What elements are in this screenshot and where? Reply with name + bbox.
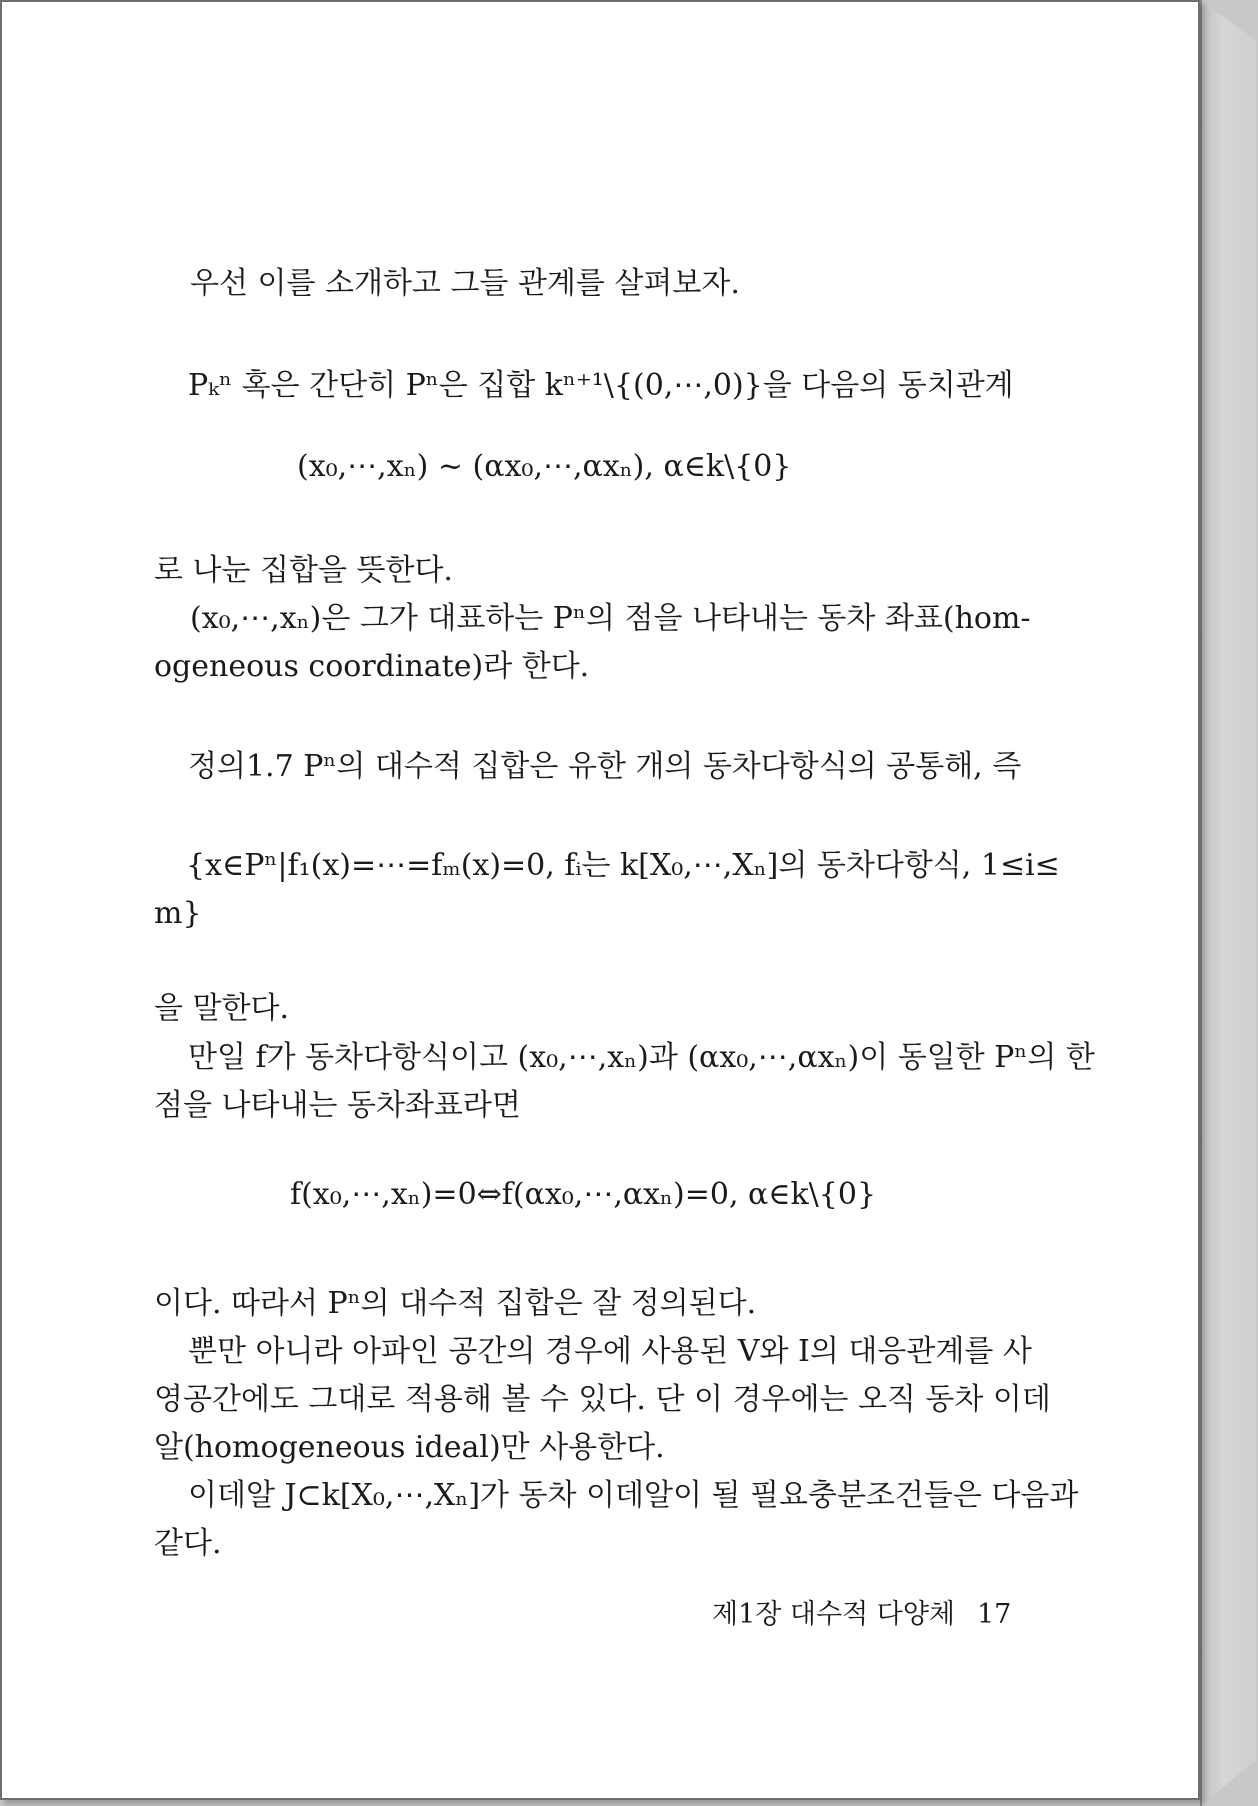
paragraph-correspondence-2: 영공간에도 그대로 적용해 볼 수 있다. 단 이 경우에는 오직 동차 이데 (154, 1382, 1051, 1417)
page-footer (712, 1592, 1011, 1631)
paragraph-definition-pn: Pₖⁿ 혹은 간단히 Pⁿ은 집합 kⁿ⁺¹\{(0,⋯,0)}을 다음의 동치관계 (188, 368, 1014, 403)
paragraph-if-f-2: 점을 나타내는 동차좌표라면 (154, 1088, 521, 1123)
definition-1-7: 정의1.7 Pⁿ의 대수적 집합은 유한 개의 동차다항식의 공통해, 즉 (188, 749, 1022, 784)
book-edge (1200, 0, 1256, 1806)
paragraph-homogeneous-coord-2: ogeneous coordinate)라 한다. (154, 649, 590, 684)
paragraph-homogeneous-coord-1: (x₀,⋯,xₙ)은 그가 대표하는 Pⁿ의 점을 나타내는 동차 좌표(hom- (190, 601, 1031, 636)
paragraph-correspondence-3: 알(homogeneous ideal)만 사용한다. (154, 1430, 665, 1465)
paragraph-says: 을 말한다. (154, 991, 289, 1026)
paragraph-correspondence-1: 뿐만 아니라 아파인 공간의 경우에 사용된 V와 I의 대응관계를 사 (188, 1334, 1032, 1369)
formula-equivalence: (x₀,⋯,xₙ) ~ (αx₀,⋯,αxₙ), α∈k\{0} (297, 449, 792, 484)
paragraph-therefore: 이다. 따라서 Pⁿ의 대수적 집합은 잘 정의된다. (154, 1286, 757, 1321)
paragraph-ideal-2: 같다. (154, 1526, 222, 1561)
paragraph-ideal-1: 이데알 J⊂k[X₀,⋯,Xₙ]가 동차 이데알이 될 필요충분조건들은 다음과 (188, 1478, 1079, 1513)
set-definition-line-1: {x∈Pⁿ|f₁(x)=⋯=fₘ(x)=0, fᵢ는 k[X₀,⋯,Xₙ]의 동차다항식, 1≤i≤ (186, 848, 1060, 883)
paragraph-if-f-1: 만일 f가 동차다항식이고 (x₀,⋯,xₙ)과 (αx₀,⋯,αxₙ)이 동일한 Pⁿ의 한 (188, 1040, 1095, 1075)
book-edge-line (1200, 0, 1202, 1806)
paragraph-quotient: 로 나눈 집합을 뜻한다. (154, 553, 453, 588)
paragraph-intro: 우선 이를 소개하고 그들 관계를 살펴보자. (190, 266, 740, 301)
page-number: 17 (977, 1599, 1012, 1630)
formula-well-defined: f(x₀,⋯,xₙ)=0⇔f(αx₀,⋯,αxₙ)=0, α∈k\{0} (290, 1177, 877, 1212)
set-definition-line-2: m} (154, 896, 202, 931)
chapter-title: 제1장 대수적 다양체 (712, 1599, 955, 1630)
